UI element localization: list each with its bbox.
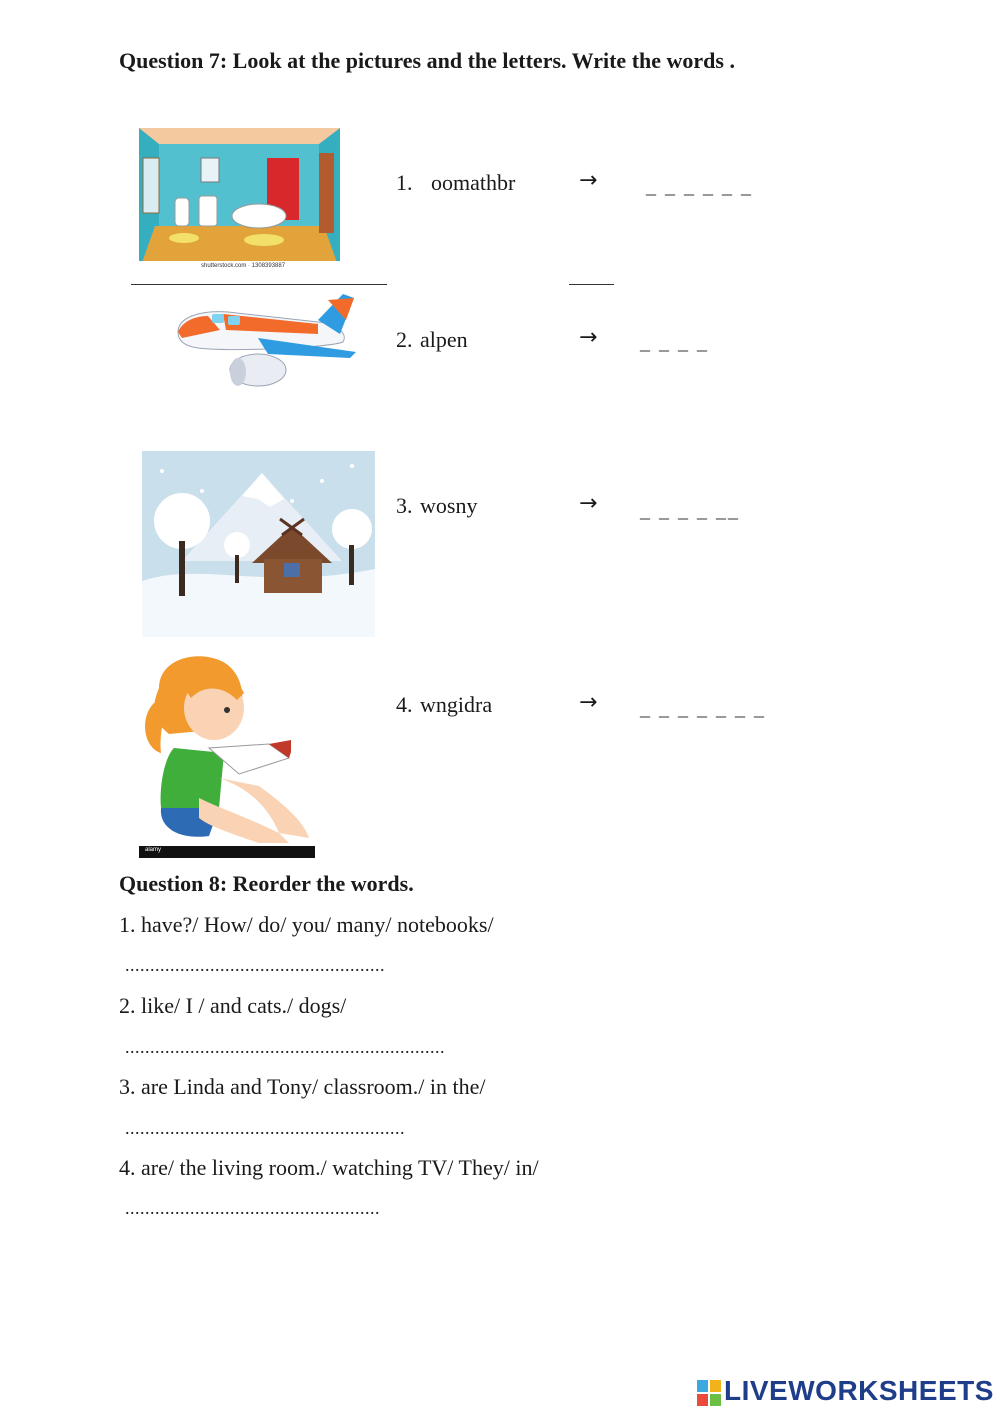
question-8-heading: Question 8: Reorder the words. bbox=[119, 871, 414, 896]
answer-blank[interactable]: _ _ _ _ __ bbox=[640, 500, 740, 522]
answer-dotted-line[interactable]: ........................................................ bbox=[125, 1118, 405, 1138]
scrambled-word: wosny bbox=[420, 493, 478, 518]
liveworksheets-logo bbox=[697, 1375, 995, 1411]
item-number: 3. bbox=[396, 493, 413, 518]
answer-dotted-line[interactable]: ................................................................ bbox=[125, 1037, 445, 1057]
divider-line bbox=[569, 284, 614, 285]
girl-reading-picture bbox=[139, 648, 315, 858]
answer-blank[interactable]: _ _ _ _ bbox=[640, 332, 709, 354]
reorder-prompt: 1. have?/ How/ do/ you/ many/ notebooks/ bbox=[119, 912, 494, 937]
reorder-prompt: 4. are/ the living room./ watching TV/ They/ in/ bbox=[119, 1155, 539, 1180]
item-number: 4. bbox=[396, 692, 413, 717]
answer-dotted-line[interactable]: .................................................... bbox=[125, 955, 385, 975]
scrambled-word: alpen bbox=[420, 327, 468, 352]
arrow-icon: → bbox=[579, 690, 598, 715]
airplane-picture bbox=[168, 290, 362, 390]
liveworksheets-brand: LIVEWORKSHEETS bbox=[724, 1375, 994, 1406]
scrambled-word: oomathbr bbox=[431, 170, 516, 195]
answer-dotted-line[interactable]: ................................................... bbox=[125, 1198, 380, 1218]
bathroom-picture bbox=[139, 128, 340, 271]
reorder-prompt: 3. are Linda and Tony/ classroom./ in the/ bbox=[119, 1074, 486, 1099]
answer-blank[interactable]: _ _ _ _ _ _ bbox=[646, 176, 753, 198]
snowy-scene-picture bbox=[142, 451, 375, 637]
divider-line bbox=[131, 284, 387, 285]
liveworksheets-badge-icon bbox=[697, 1380, 721, 1406]
item-number: 2. bbox=[396, 327, 413, 352]
arrow-icon: → bbox=[579, 325, 598, 350]
photo-credit: alamy bbox=[145, 847, 162, 853]
item-number: 1. bbox=[396, 170, 413, 195]
arrow-icon: → bbox=[579, 168, 598, 193]
scrambled-word: wngidra bbox=[420, 692, 493, 717]
answer-blank[interactable]: _ _ _ _ _ _ _ bbox=[640, 698, 766, 720]
reorder-prompt: 2. like/ I / and cats./ dogs/ bbox=[119, 993, 347, 1018]
question-7-heading: Question 7: Look at the pictures and the letters. Write the words . bbox=[119, 48, 735, 73]
photo-credit: shutterstock.com · 1308393887 bbox=[201, 263, 286, 269]
arrow-icon: → bbox=[579, 491, 598, 516]
